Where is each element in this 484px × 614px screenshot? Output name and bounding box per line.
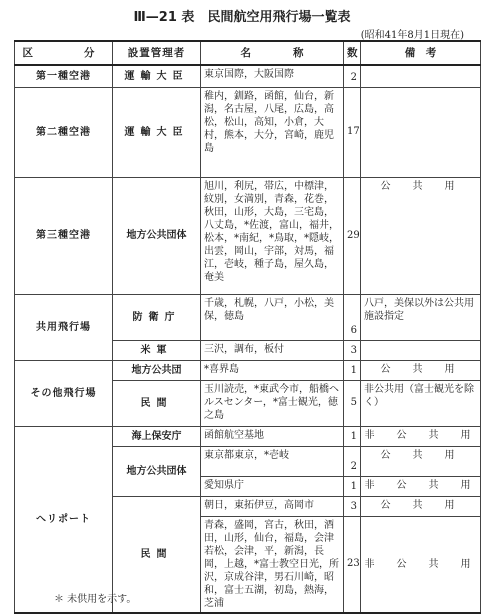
count-cell: 2 [344, 446, 361, 476]
names-cell: 三沢，調布，板付 [201, 340, 344, 360]
category-cell: へリポート [15, 426, 113, 613]
remarks-cell: 公 共 用 [361, 446, 481, 476]
manager-cell: 民間 [113, 496, 201, 613]
names-cell: 旭川，利尻，帯広，中標津，紋別，女満別，青森，花巻，秋田，山形，大島，三宅島，八丈島，*佐渡，富山，福井，松本，*南紀，*鳥取，*隠岐，出雲，岡山，宇部，対馬，福江，壱岐，種子島，屋久島，奄美 [201, 177, 344, 294]
header-remarks: 備 考 [361, 41, 481, 65]
remarks-cell: 非 公 共 用 [361, 476, 481, 496]
manager-cell: 地方公共団体 [113, 446, 201, 496]
manager-cell: 防衛庁 [113, 294, 201, 340]
manager-cell: 運輸大臣 [113, 65, 201, 87]
remarks-cell: 八戸，美保以外は公共用施設指定 [361, 294, 481, 340]
count-cell: 3 [344, 340, 361, 360]
manager-cell: 運輸大臣 [113, 87, 201, 177]
airfield-table [14, 40, 481, 614]
count-cell: 23 [344, 516, 361, 613]
header-count: 数 [344, 41, 361, 65]
table-number: Ⅲ—21 表 [133, 10, 195, 25]
category-cell: 第三種空港 [15, 177, 113, 294]
count-cell: 3 [344, 496, 361, 516]
footnote: ＊ 未供用を示す。 [54, 594, 137, 605]
manager-cell: 地方公共団体 [113, 177, 201, 294]
category-cell: 第一種空港 [15, 65, 113, 87]
remarks-cell: 公 共 用 [361, 177, 481, 294]
names-cell: *喜界島 [201, 360, 344, 380]
header-category: 区 分 [15, 41, 113, 65]
category-cell: 共用飛行場 [15, 294, 113, 360]
remarks-cell: 公 共 用 [361, 360, 481, 380]
category-cell: その他飛行場 [15, 360, 113, 426]
count-cell: 5 [344, 380, 361, 426]
names-cell: 千歳，札幌，八戸，小松，美保，徳島 [201, 294, 344, 340]
table-row [15, 426, 481, 446]
remarks-cell: 非公共用（富士観光を除く） [361, 380, 481, 426]
header-name: 名 称 [201, 41, 344, 65]
remarks-cell: 非 公 共 用 [361, 426, 481, 446]
names-cell: 東京国際，大阪国際 [201, 65, 344, 87]
header-manager: 設置管理者 [113, 41, 201, 65]
count-cell: 6 [344, 294, 361, 340]
table-row [15, 360, 481, 380]
manager-cell: 海上保安庁 [113, 426, 201, 446]
count-cell: 2 [344, 65, 361, 87]
names-cell: 愛知県庁 [201, 476, 344, 496]
names-cell: 函館航空基地 [201, 426, 344, 446]
names-cell: 稚内，釧路，函館，仙台，新潟，名古屋，八尾，広島，高松，松山，高知，小倉，大村，熊本，大分，宮崎，鹿児島 [201, 87, 344, 177]
names-cell: 玉川読売，*東武今市，船橋ヘルスセンター，*富士観光，徳之島 [201, 380, 344, 426]
manager-cell: 地方公共団 [113, 360, 201, 380]
remarks-cell [361, 87, 481, 177]
manager-cell: 米軍 [113, 340, 201, 360]
remarks-cell [361, 65, 481, 87]
count-cell: 29 [344, 177, 361, 294]
remarks-cell: 公 共 用 [361, 496, 481, 516]
table-row [15, 177, 481, 294]
names-cell: 朝日，東拓伊豆，高岡市 [201, 496, 344, 516]
table-caption: 民間航空用飛行場一覧表 [207, 10, 351, 25]
names-cell: 青森，盛岡，宮古，秋田，酒田，山形，仙台，福島，会津若松，会津，平，新潟，長岡，上越，*富士教空日光，所沢，京成谷津，男石川崎，昭和，富士五湖，初島，熱海，芝浦 [201, 516, 344, 613]
table-title [0, 6, 484, 25]
count-cell: 1 [344, 476, 361, 496]
table-row [15, 294, 481, 340]
count-cell: 1 [344, 360, 361, 380]
count-cell: 17 [344, 87, 361, 177]
remarks-cell: 非 公 共 用 [361, 516, 481, 613]
count-cell: 1 [344, 426, 361, 446]
names-cell: 東京都東京，*壱岐 [201, 446, 344, 476]
category-cell: 第二種空港 [15, 87, 113, 177]
table-row [15, 65, 481, 87]
remarks-cell [361, 340, 481, 360]
date-note: (昭和41年8月1日現在) [360, 30, 464, 41]
header-row [15, 41, 481, 65]
table-row [15, 87, 481, 177]
manager-cell: 民間 [113, 380, 201, 426]
